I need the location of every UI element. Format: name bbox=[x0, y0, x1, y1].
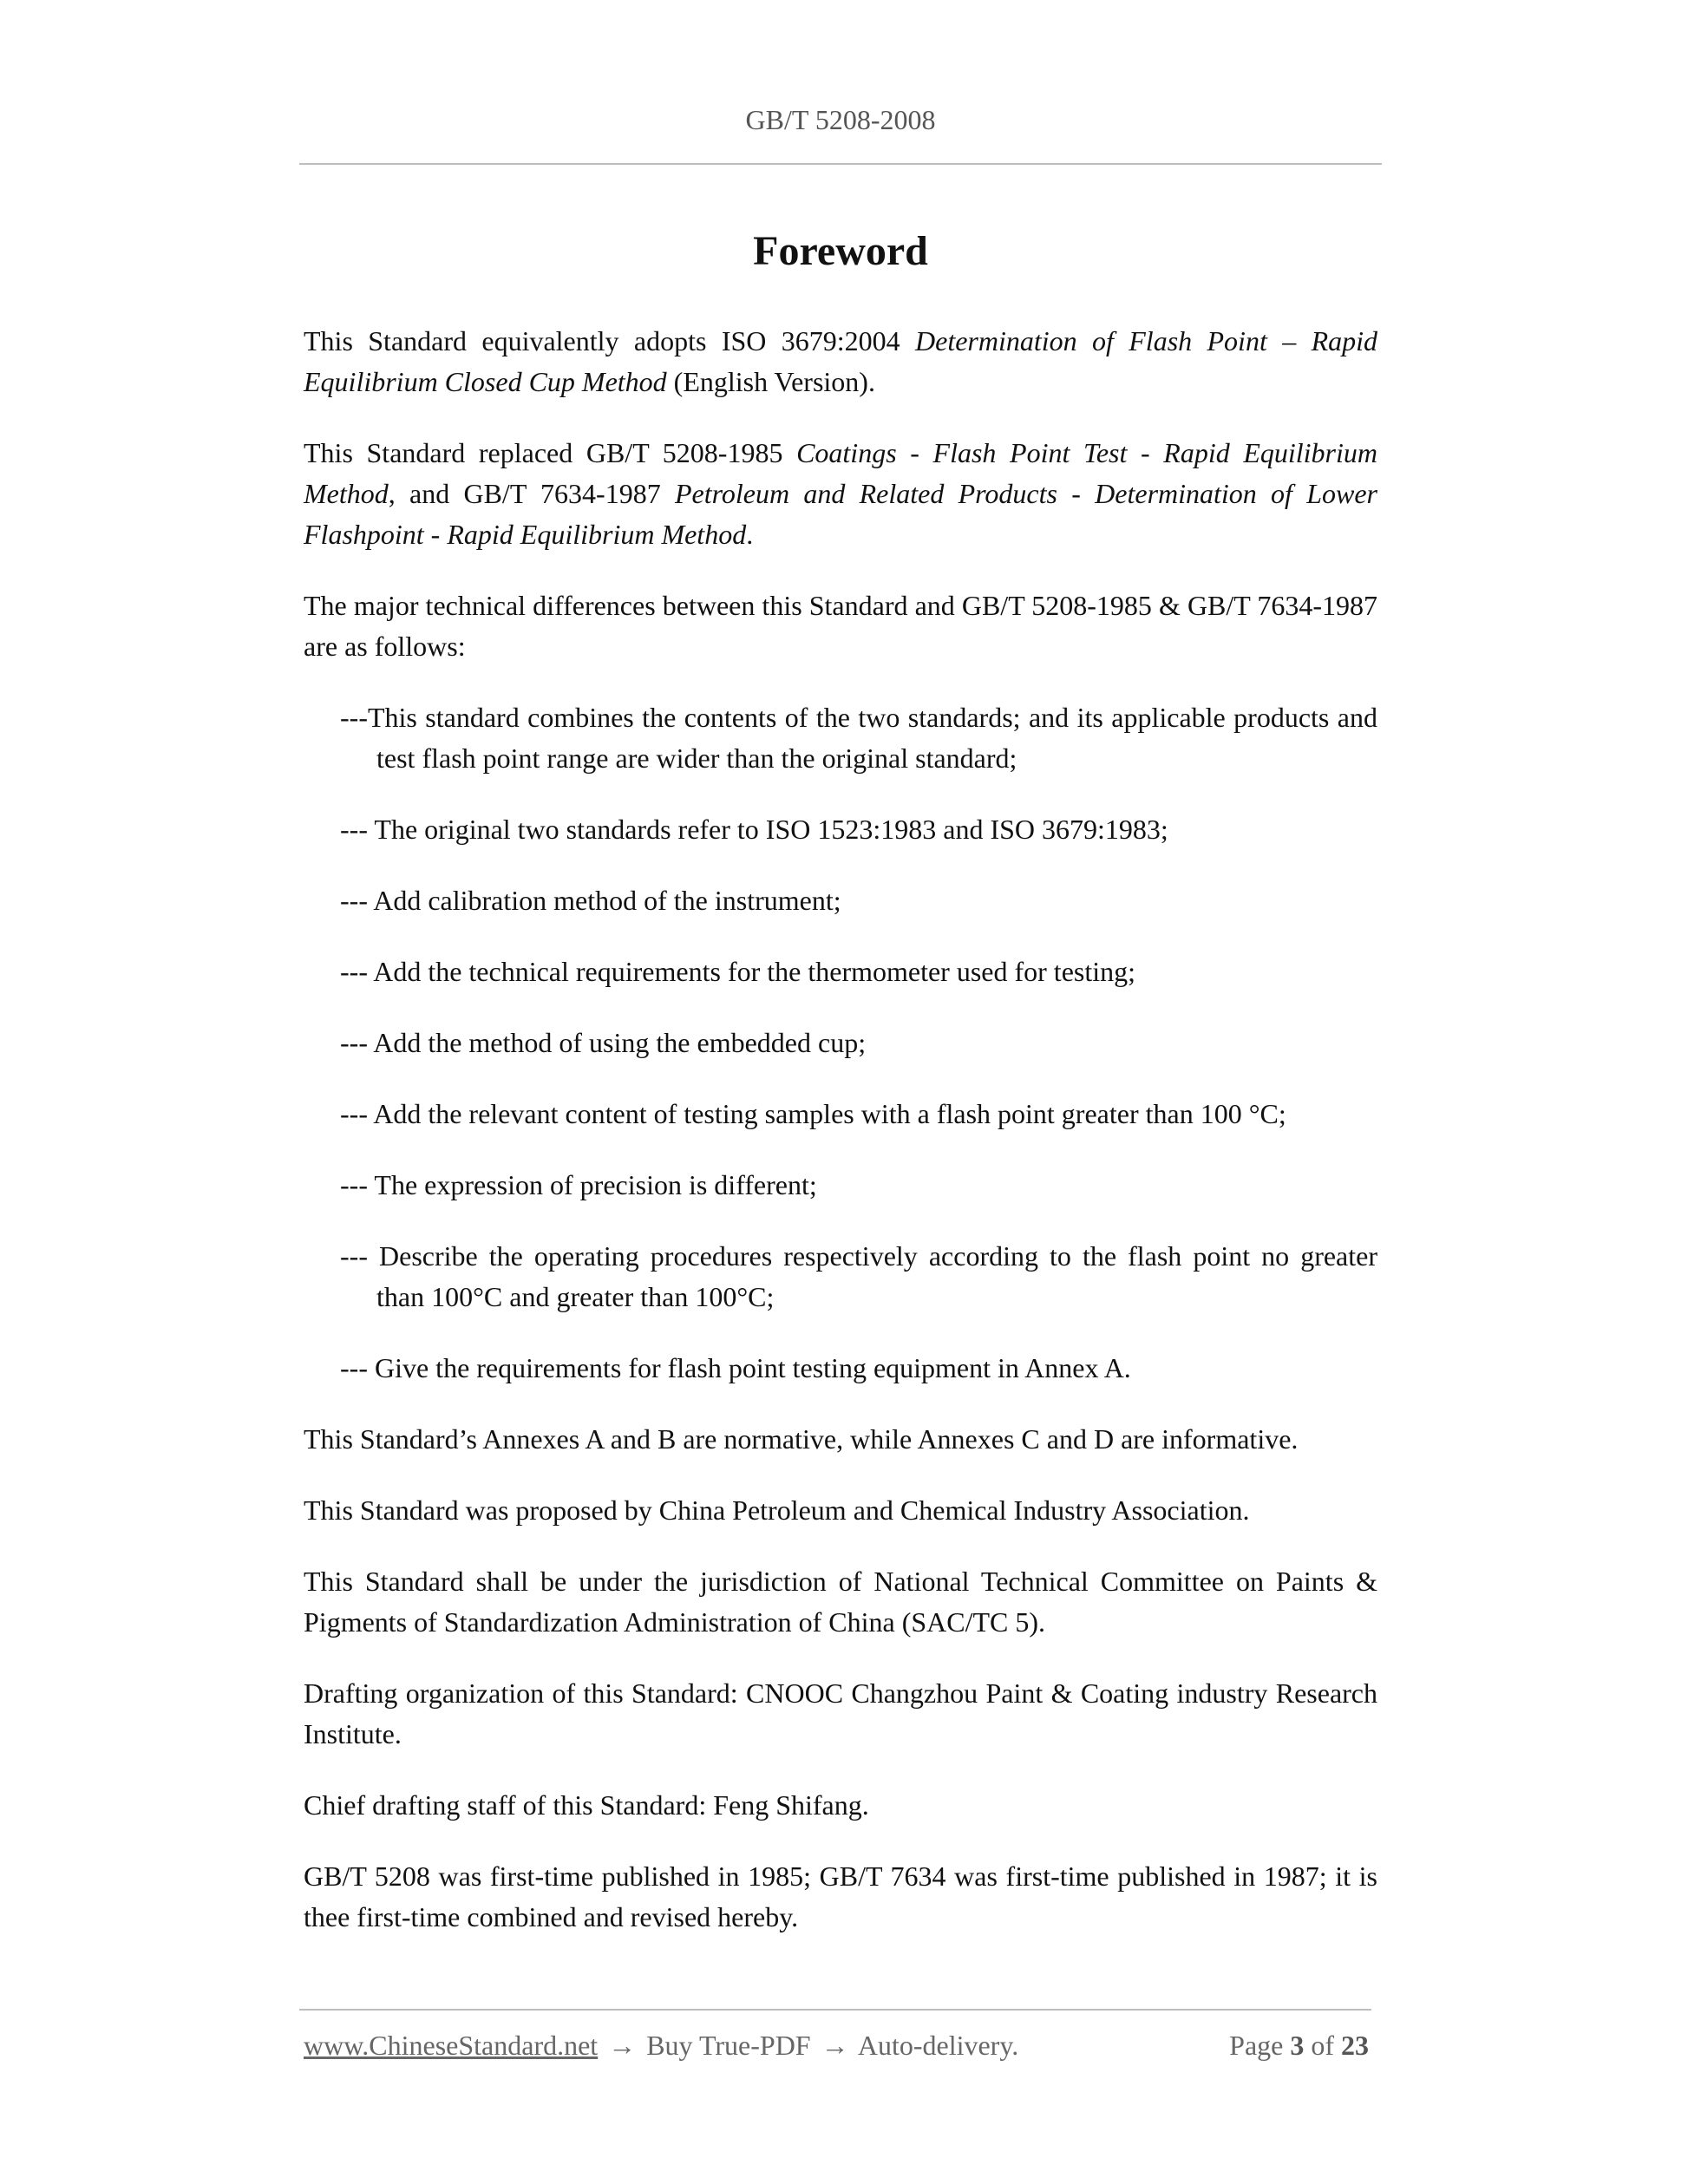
auto-delivery-text: Auto-delivery. bbox=[857, 2030, 1019, 2061]
total-pages: 23 bbox=[1341, 2030, 1369, 2061]
header-divider bbox=[299, 163, 1382, 165]
page-label: Page bbox=[1229, 2030, 1284, 2061]
difference-item: --- Give the requirements for flash point testing equipment in Annex A. bbox=[340, 1352, 1131, 1383]
difference-item: --- Add calibration method of the instrument; bbox=[340, 885, 841, 916]
replaced-standard-title-2: Petroleum and Related Products - Determination of Lower Flashpoint - Rapid Equilibrium Method bbox=[304, 478, 1378, 550]
difference-item: --- The expression of precision is different; bbox=[340, 1169, 817, 1200]
publication-history-paragraph: GB/T 5208 was first-time published in 1985; GB/T 7634 was first-time published in 1987; it is thee first-time combined and revised hereby. bbox=[304, 1860, 1377, 1932]
page-title: Foreword bbox=[753, 228, 928, 274]
replacement-end: . bbox=[746, 519, 754, 550]
website-link[interactable]: www.ChineseStandard.net bbox=[304, 2030, 599, 2061]
adopted-standard-title: Determination of Flash Point – Rapid Equilibrium Closed Cup Method bbox=[304, 325, 1378, 397]
proposer-paragraph: This Standard was proposed by China Petroleum and Chemical Industry Association. bbox=[304, 1494, 1250, 1526]
replaced-standard-title-1: Coatings - Flash Point Test - Rapid Equilibrium Method bbox=[304, 437, 1378, 509]
jurisdiction-paragraph: This Standard shall be under the jurisdiction of National Technical Committee on Paints & Pigments of Standardization Administration of China (SAC/TC 5). bbox=[304, 1566, 1377, 1638]
replacement-text-1: This Standard replaced GB/T 5208-1985 bbox=[304, 437, 797, 468]
buy-pdf-text: Buy True-PDF bbox=[646, 2030, 811, 2061]
page-number bbox=[1229, 2030, 1369, 2062]
running-header: GB/T 5208-2008 bbox=[745, 104, 936, 135]
difference-item: --- Add the technical requirements for the thermometer used for testing; bbox=[340, 956, 1136, 987]
footer-divider bbox=[299, 2009, 1371, 2011]
difference-item: --- The original two standards refer to ISO 1523:1983 and ISO 3679:1983; bbox=[340, 814, 1168, 845]
current-page: 3 bbox=[1290, 2030, 1305, 2061]
adoption-version: (English Version). bbox=[666, 366, 875, 397]
adoption-text: This Standard equivalently adopts ISO 3679:2004 bbox=[304, 325, 915, 356]
adoption-paragraph bbox=[304, 321, 1377, 402]
differences-intro: The major technical differences between this Standard and GB/T 5208-1985 & GB/T 7634-1987 are as follows: bbox=[304, 590, 1377, 662]
difference-item: ---This standard combines the contents of the two standards; and its applicable products and test flash point range are wider than the original standard; bbox=[340, 702, 1377, 774]
arrow-right-icon: → bbox=[608, 2030, 637, 2061]
foreword-body bbox=[304, 321, 1377, 1968]
drafting-organization-paragraph: Drafting organization of this Standard: CNOOC Changzhou Paint & Coating industry Research Institute. bbox=[304, 1677, 1377, 1749]
drafting-staff-paragraph: Chief drafting staff of this Standard: Feng Shifang. bbox=[304, 1789, 869, 1821]
replacement-paragraph bbox=[304, 433, 1377, 555]
footer-links bbox=[304, 2030, 1018, 2062]
of-label: of bbox=[1311, 2030, 1334, 2061]
difference-item: --- Add the method of using the embedded cup; bbox=[340, 1027, 867, 1058]
annexes-paragraph: This Standard’s Annexes A and B are normative, while Annexes C and D are informative. bbox=[304, 1423, 1299, 1455]
difference-item: --- Describe the operating procedures respectively according to the flash point no greater than 100°C and greater than 100°C; bbox=[340, 1240, 1377, 1312]
difference-item: --- Add the relevant content of testing samples with a flash point greater than 100 °C; bbox=[340, 1098, 1286, 1129]
arrow-right-icon: → bbox=[821, 2030, 849, 2061]
replacement-text-2: , and GB/T 7634-1987 bbox=[388, 478, 675, 509]
